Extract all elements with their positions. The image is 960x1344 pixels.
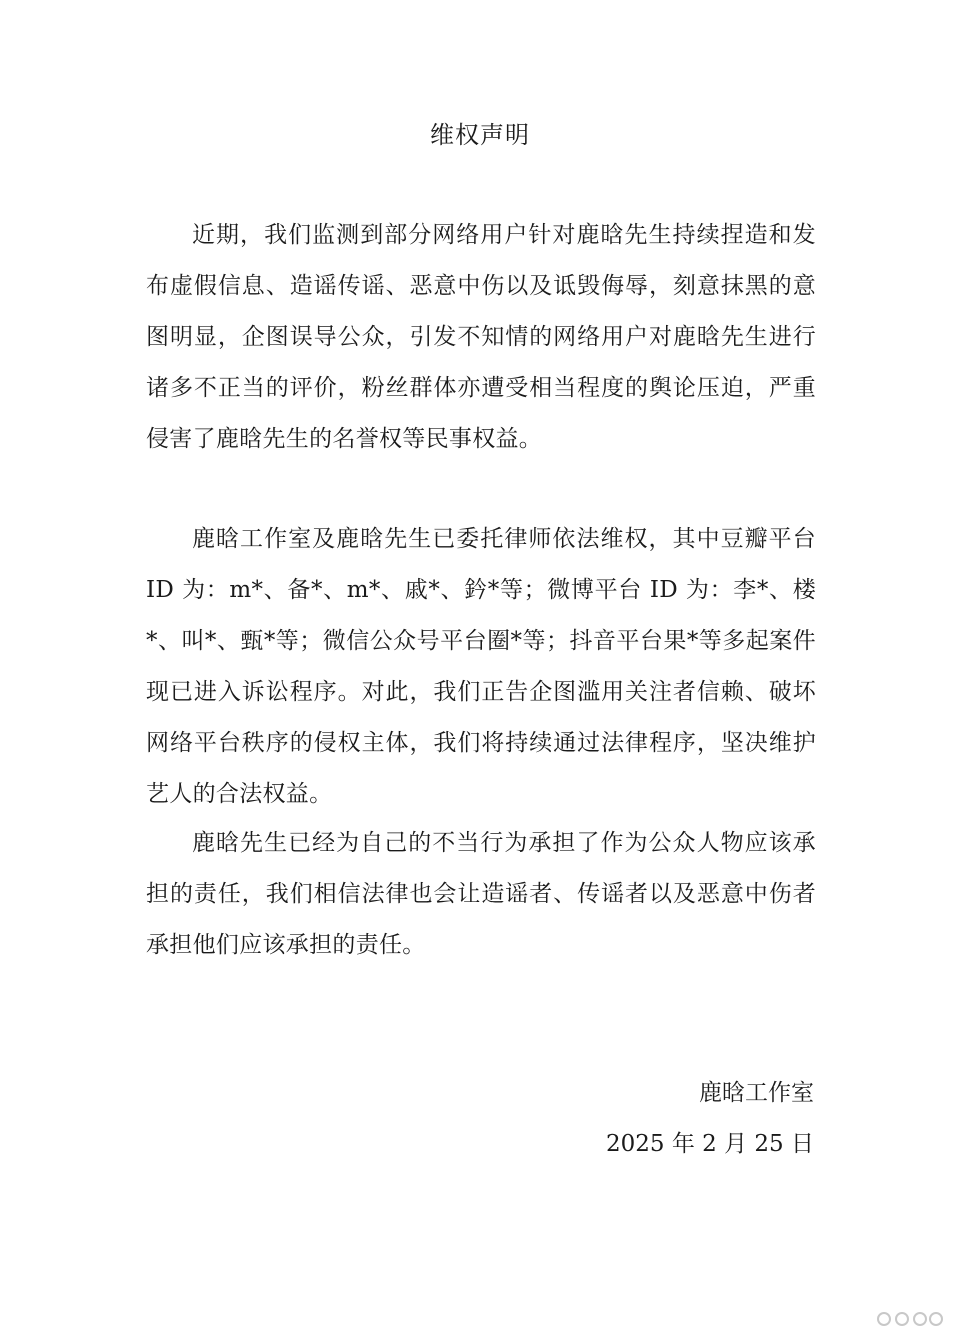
paragraph-2: 鹿晗工作室及鹿晗先生已委托律师依法维权，其中豆瓣平台 ID 为：m*、备*、m*、戚*、鈐*等；微博平台 ID 为：李*、楼*、叫*、甄*等；微信公众号平台圈*等；抖音平台果*等多起案件现已进入诉讼程序。对此，我们正告企图滥用关注者信赖、破坏网络平台秩序的侵权主体，我们将持续通过法律程序，坚决维护艺人的合法权益。 bbox=[146, 526, 816, 807]
paragraph-1: 近期，我们监测到部分网络用户针对鹿晗先生持续捏造和发布虚假信息、造谣传谣、恶意中伤以及诋毁侮辱，刻意抹黑的意图明显，企图误导公众，引发不知情的网络用户对鹿晗先生进行诸多不正当的评价，粉丝群体亦遭受相当程度的舆论压迫，严重侵害了鹿晗先生的名誉权等民事权益。 bbox=[146, 222, 816, 452]
paragraph-3: 鹿晗先生已经为自己的不当行为承担了作为公众人物应该承担的责任，我们相信法律也会让造谣者、传谣者以及恶意中伤者承担他们应该承担的责任。 bbox=[146, 830, 816, 958]
signature-name: 鹿晗工作室 bbox=[699, 1080, 814, 1106]
signature-date: 2025 年 2 月 25 日 bbox=[606, 1131, 814, 1157]
weibo-dots-watermark-icon bbox=[876, 1308, 944, 1330]
document-title: 维权声明 bbox=[430, 121, 530, 149]
